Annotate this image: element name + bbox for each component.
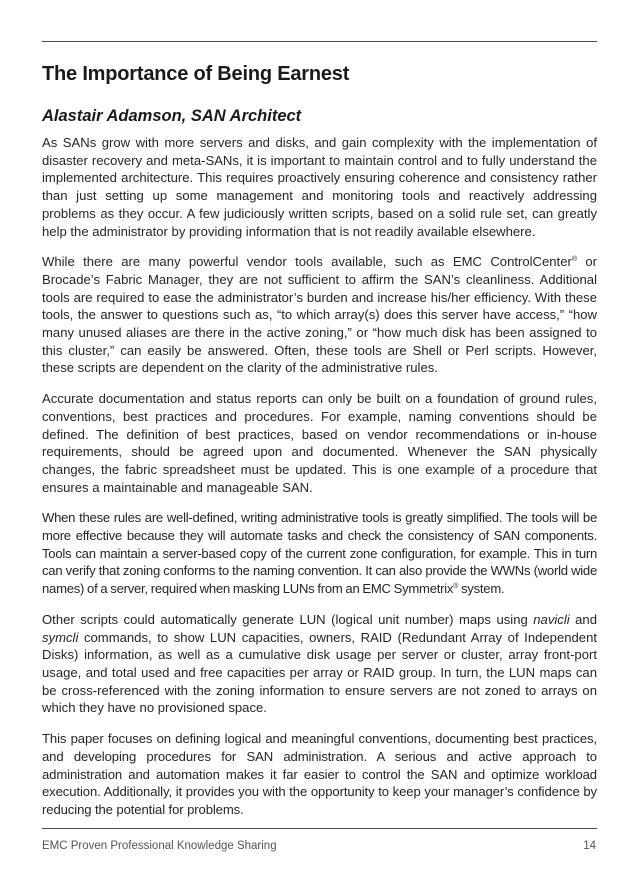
paragraph-5-part-c: commands, to show LUN capacities, owners, RAID (Redundant Array of Independent Disks) information, as well as a cumulative disk usage per server or cluster, array front-port usage, and total used and free capacities per array or RAID group. In turn, the LUN maps can be cross-referenced with the zoning information to ensure servers are not zoned to arrays on which they have no provisioned space.: [42, 629, 597, 716]
paragraph-5-part-a: Other scripts could automatically generate LUN (logical unit number) maps using: [42, 611, 534, 627]
paragraph-2-part-a: While there are many powerful vendor tools available, such as EMC ControlCenter: [42, 254, 572, 270]
paragraph-2: [42, 253, 597, 377]
paragraph-5: [42, 611, 597, 717]
footer-publication: EMC Proven Professional Knowledge Sharing: [42, 840, 277, 852]
navicli-command: navicli: [533, 611, 570, 627]
page-title: The Importance of Being Earnest: [42, 63, 350, 85]
registered-mark: ®: [453, 583, 459, 591]
author-byline: Alastair Adamson, SAN Architect: [42, 107, 302, 125]
article-body: [42, 134, 597, 832]
paragraph-4-part-a: When these rules are well-defined, writing administrative tools is greatly simplified. The tools will be more effective because they will automate tasks and check the consistency of SAN components. Tools can maintain a server-based copy of the current zone configuration, for example. This in turn can verify that zoning conforms to the naming convention. It can also provide the WWNs (world wide names) of a server, required when masking LUNs from an EMC Symmetrix: [42, 510, 597, 597]
top-divider: [42, 41, 597, 42]
paragraph-2-part-b: or Brocade’s Fabric Manager, they are not sufficient to affirm the SAN’s cleanliness. Additional tools are required to ease the administrator’s burden and increase his/her efficiency. With these tools, the answer to questions such as, “to which array(s) does this server have access,” “how many unused aliases are there in the active zoning,” or “how much disk has been assigned to this cluster,” can easily be answered. Often, these tools are Shell or Perl scripts. However, these scripts are dependent on the clarity of the administrative rules.: [42, 254, 597, 376]
paragraph-6: This paper focuses on defining logical and meaningful conventions, documenting best practices, and developing procedures for SAN administration. A serious and active approach to administration and automation makes it far easier to control the SAN and optimize workload execution. Additionally, it provides you with the opportunity to keep your manager’s confidence by reducing the potential for problems.: [42, 731, 597, 817]
paragraph-3: Accurate documentation and status reports can only be built on a foundation of ground rules, conventions, best practices and procedures. For example, naming conventions should be defined. The definition of best practices, based on vendor recommendations or in-house requirements, should be agreed upon and documented. Whenever the SAN physically changes, the fabric spreadsheet must be updated. This is one example of a procedure that ensures a maintainable and manageable SAN.: [42, 391, 597, 495]
symcli-command: symcli: [42, 629, 79, 645]
registered-mark: ®: [571, 256, 578, 264]
page-number: 14: [583, 840, 596, 852]
paragraph-1: As SANs grow with more servers and disks, and gain complexity with the implementation of disaster recovery and meta-SANs, it is important to maintain control and to fully understand the implemented architecture. This requires proactively ensuring coherence and consistency rather than just setting up some management and monitoring tools and reactively addressing problems as they occur. A few judiciously written scripts, based on a solid rule set, can greatly help the administrator by providing information that is not readily available elsewhere.: [42, 135, 597, 239]
paragraph-4: [42, 509, 597, 598]
footer-divider: [42, 828, 597, 829]
paragraph-5-part-b: and: [569, 611, 597, 627]
paragraph-4-part-b: system.: [458, 581, 505, 597]
